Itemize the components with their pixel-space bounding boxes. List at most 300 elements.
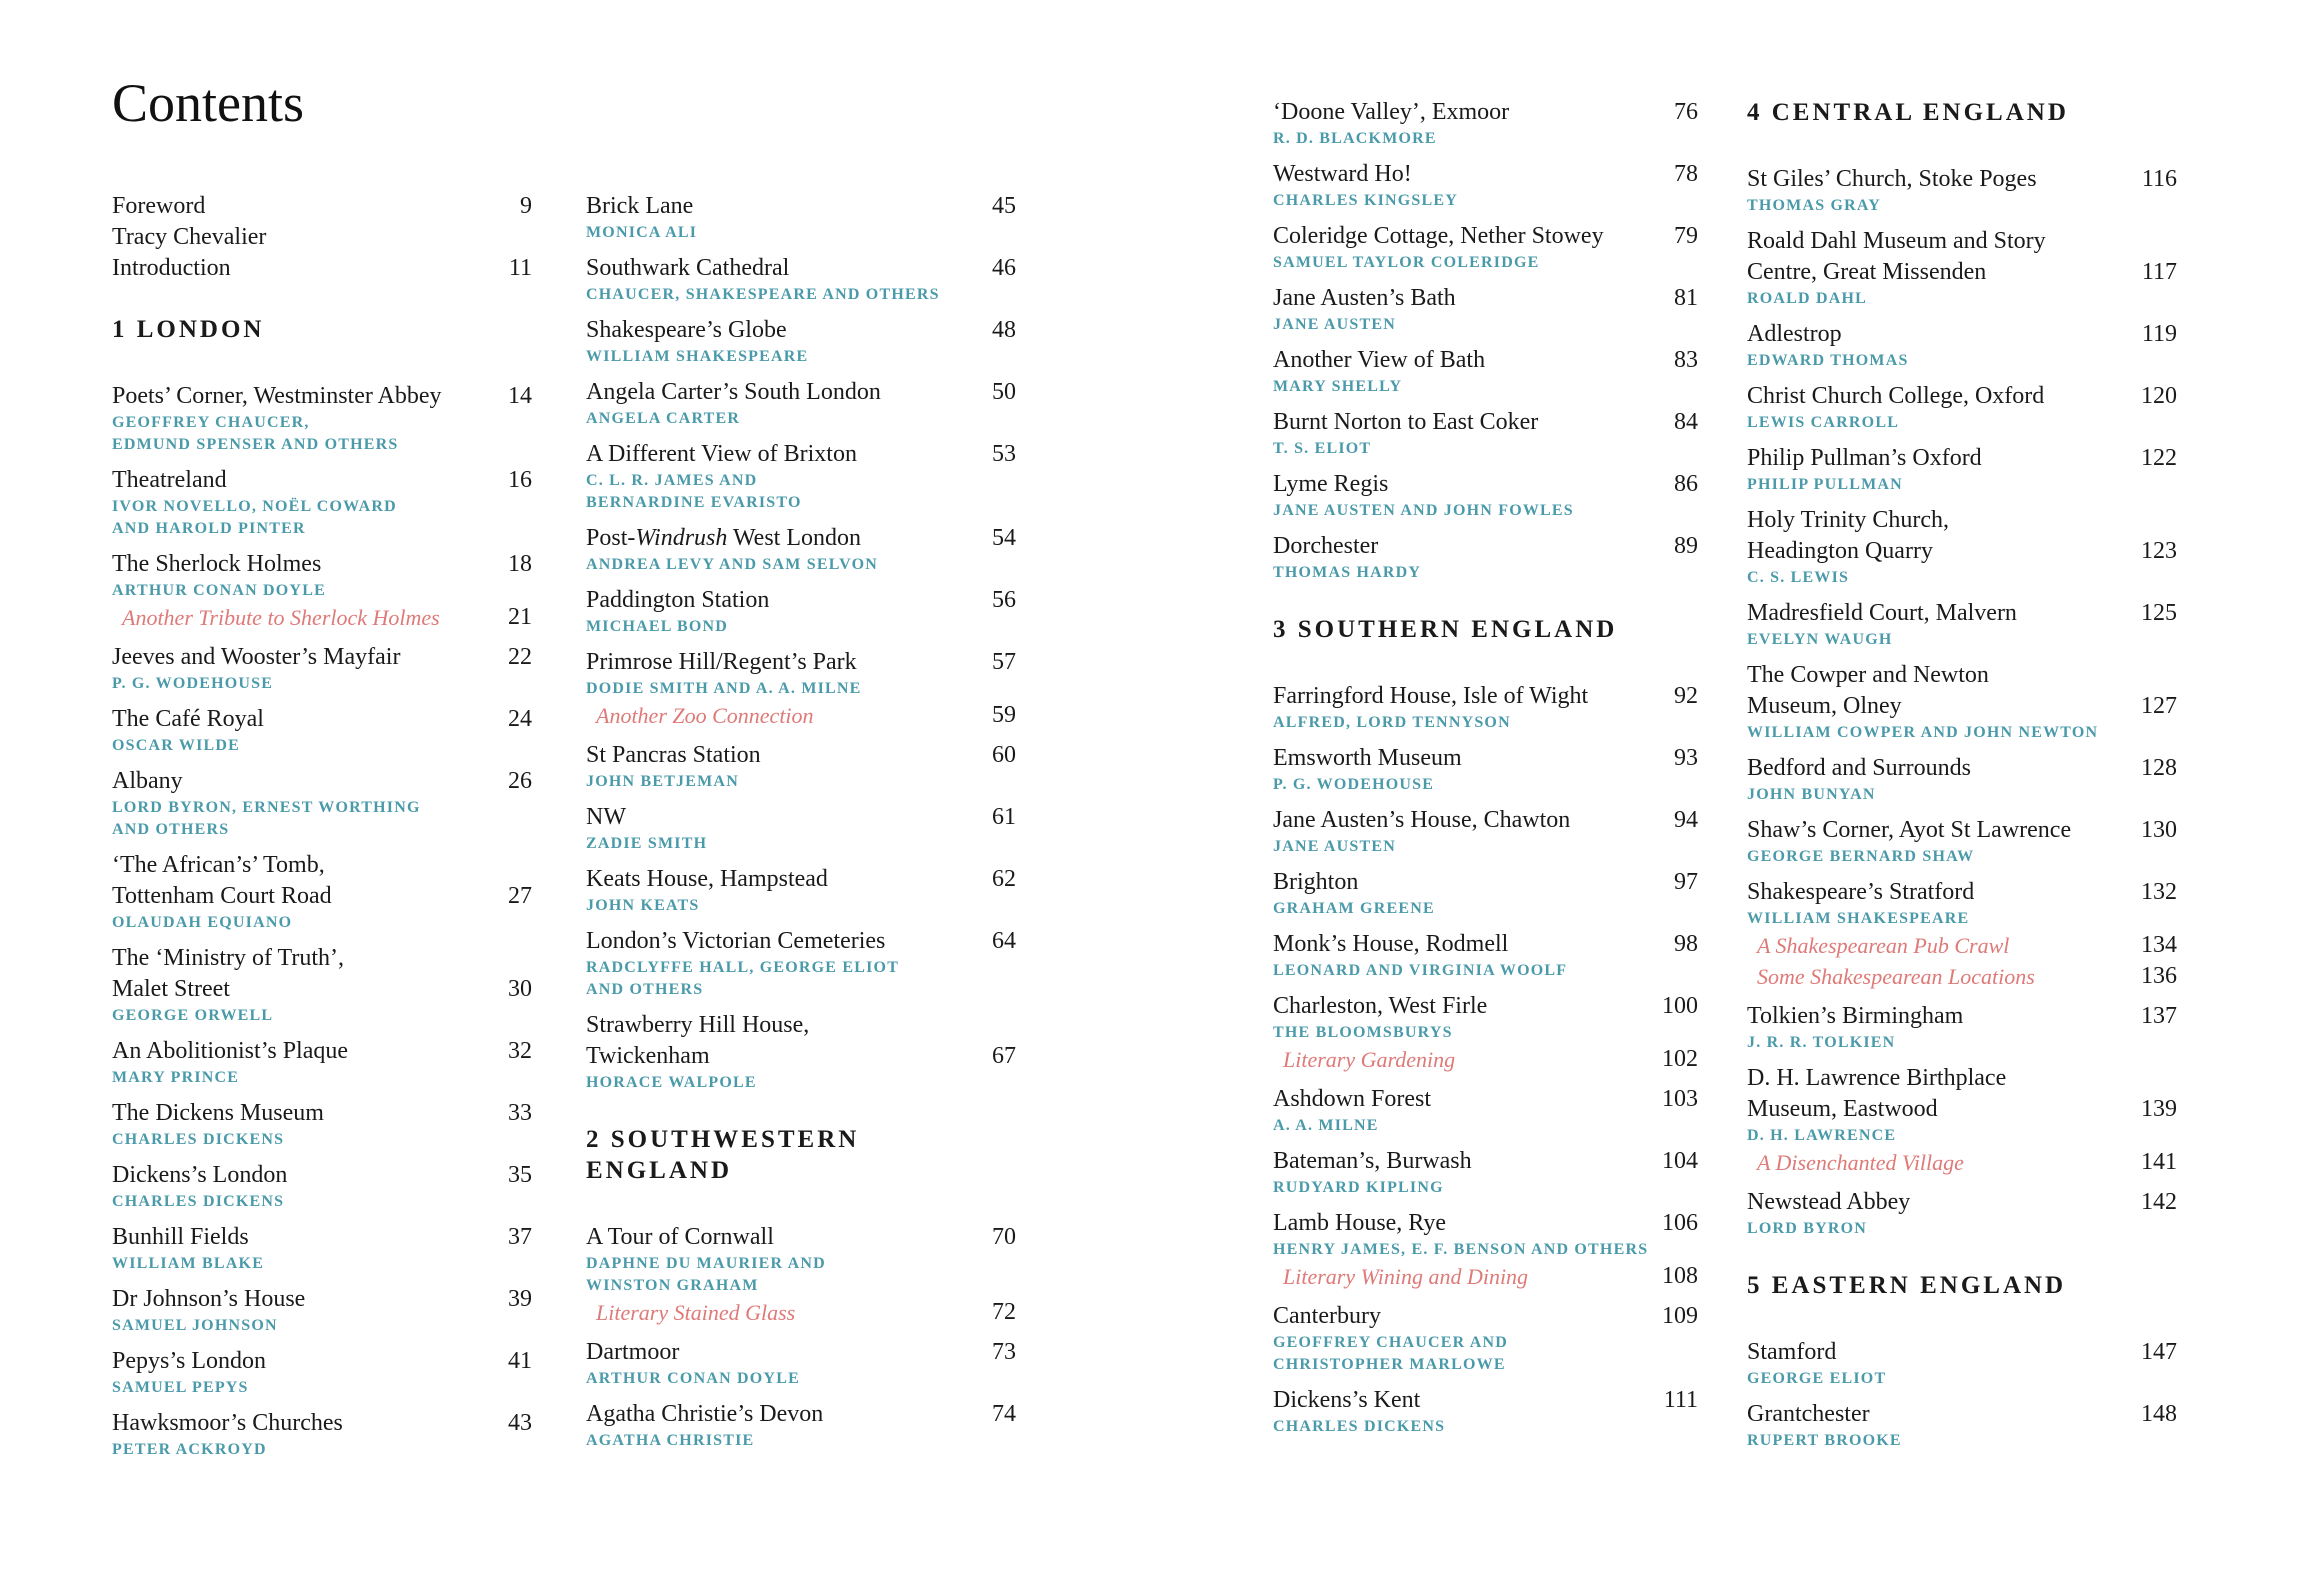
entry-row	[1747, 753, 2177, 784]
contents-entry	[1273, 805, 1698, 858]
entry-row	[586, 1222, 1016, 1253]
entry-row	[586, 523, 1016, 554]
section-heading: 3 SOUTHERN ENGLAND	[1273, 616, 1618, 643]
entry-title: St Giles’ Church, Stoke Poges	[1747, 166, 2037, 192]
feature-list	[586, 1297, 1016, 1328]
entry-row	[112, 253, 532, 284]
contents-entry	[112, 766, 532, 841]
entry-title: Bateman’s, Burwash	[1273, 1148, 1472, 1174]
feature-row	[1747, 961, 2177, 992]
entry-row	[1273, 283, 1698, 314]
feature-row	[586, 700, 1016, 731]
entry-author: THOMAS HARDY	[1273, 564, 1422, 581]
page-number: 16	[508, 467, 532, 493]
page-number: 18	[508, 551, 532, 577]
feature-list	[1273, 1261, 1698, 1292]
page-number: 98	[1674, 931, 1698, 957]
entry-author: CHRISTOPHER MARLOWE	[1273, 1356, 1506, 1373]
contents-entry	[112, 943, 532, 1027]
contents-entry	[1747, 319, 2177, 372]
entry-row	[1273, 469, 1698, 500]
page-number: 57	[992, 649, 1016, 675]
contents-entry	[112, 704, 532, 757]
contents-entry	[1747, 1337, 2177, 1390]
entry-row	[1747, 1187, 2177, 1218]
contents-entry	[112, 1036, 532, 1089]
contents-line	[112, 191, 532, 222]
page-number: 9	[520, 193, 532, 219]
entry-row	[1747, 1399, 2177, 1430]
entry-author: D. H. LAWRENCE	[1747, 1127, 1897, 1144]
feature-row	[1273, 1261, 1698, 1292]
entry-row	[586, 585, 1016, 616]
page-number: 76	[1674, 99, 1698, 125]
entry-title: Strawberry Hill House, Twickenham	[586, 1012, 810, 1069]
feature-row	[586, 1297, 1016, 1328]
entry-row	[112, 549, 532, 580]
page-number: 102	[1662, 1046, 1698, 1072]
entry-title: Dartmoor	[586, 1339, 680, 1365]
contents-entry	[1747, 1187, 2177, 1240]
entry-author: WINSTON GRAHAM	[586, 1277, 759, 1294]
entry-author: THE BLOOMSBURYS	[1273, 1024, 1453, 1041]
entry-title: The Dickens Museum	[112, 1100, 324, 1126]
entry-title: Roald Dahl Museum and Story Centre, Great Missenden	[1747, 228, 2046, 285]
feature-list	[1747, 930, 2177, 992]
entry-row	[1747, 505, 2177, 567]
entry-author: PETER ACKROYD	[112, 1441, 267, 1458]
entry-title: Ashdown Forest	[1273, 1086, 1432, 1112]
entry-row	[112, 465, 532, 496]
page-number: 70	[992, 1224, 1016, 1250]
entry-row	[1747, 877, 2177, 908]
entry-row	[112, 850, 532, 912]
entry-row	[1747, 226, 2177, 288]
entry-title: Shakespeare’s Globe	[586, 317, 787, 343]
entry-author: ARTHUR CONAN DOYLE	[586, 1370, 800, 1387]
entry-title: Shaw’s Corner, Ayot St Lawrence	[1747, 817, 2072, 843]
contents-line	[112, 222, 532, 253]
contents-entry	[1747, 660, 2177, 744]
contents-entry	[1747, 1001, 2177, 1054]
entry-title: Paddington Station	[586, 587, 770, 613]
entry-row	[1273, 743, 1698, 774]
entry-title: St Pancras Station	[586, 742, 761, 768]
entry-author: EDWARD THOMAS	[1747, 352, 1909, 369]
page-number: 79	[1674, 223, 1698, 249]
entry-title: Keats House, Hampstead	[586, 866, 828, 892]
entry-row	[112, 191, 532, 222]
feature-title: Another Zoo Connection	[596, 703, 814, 728]
entry-title: Emsworth Museum	[1273, 745, 1462, 771]
page-number: 67	[992, 1043, 1016, 1069]
page-number: 128	[2141, 755, 2177, 781]
entry-title: Tracy Chevalier	[112, 224, 267, 250]
feature-row	[1747, 930, 2177, 961]
entry-author: CHARLES KINGSLEY	[1273, 192, 1459, 209]
page-number: 45	[992, 193, 1016, 219]
entry-author: WILLIAM SHAKESPEARE	[1747, 910, 1970, 927]
entry-row	[1273, 991, 1698, 1022]
entry-title: Dickens’s Kent	[1273, 1387, 1421, 1413]
contents-entry	[1747, 164, 2177, 217]
entry-row	[586, 439, 1016, 470]
page-number: 56	[992, 587, 1016, 613]
page-number: 130	[2141, 817, 2177, 843]
entry-author: GEOFFREY CHAUCER,	[112, 414, 310, 431]
entry-title: Another View of Bath	[1273, 347, 1486, 373]
entry-row	[112, 642, 532, 673]
entry-row	[1273, 1084, 1698, 1115]
entry-author: JOHN BETJEMAN	[586, 773, 739, 790]
entry-author: MICHAEL BOND	[586, 618, 728, 635]
entry-author: ANGELA CARTER	[586, 410, 741, 427]
page-number: 125	[2141, 600, 2177, 626]
page-number: 33	[508, 1100, 532, 1126]
entry-row	[586, 191, 1016, 222]
entry-title: NW	[586, 804, 626, 830]
page-number: 122	[2141, 445, 2177, 471]
entry-title: Introduction	[112, 255, 231, 281]
page-number: 27	[508, 883, 532, 909]
entry-row	[112, 704, 532, 735]
entry-title: Burnt Norton to East Coker	[1273, 409, 1539, 435]
contents-entry	[586, 647, 1016, 700]
page-number: 14	[508, 383, 532, 409]
page-number: 39	[508, 1286, 532, 1312]
entry-row	[586, 864, 1016, 895]
entry-author: RUDYARD KIPLING	[1273, 1179, 1444, 1196]
contents-entry	[586, 864, 1016, 917]
page-number: 26	[508, 768, 532, 794]
contents-entry	[1273, 929, 1698, 982]
entry-title: Southwark Cathedral	[586, 255, 790, 281]
entry-row	[1747, 1001, 2177, 1032]
section-heading: 2 SOUTHWESTERN ENGLAND	[586, 1126, 860, 1184]
page-number: 64	[992, 928, 1016, 954]
contents-entry	[586, 1222, 1016, 1297]
entry-row	[1273, 97, 1698, 128]
contents-entry	[1273, 991, 1698, 1044]
feature-title: Another Tribute to Sherlock Holmes	[122, 605, 440, 630]
page-number: 97	[1674, 869, 1698, 895]
page-number: 37	[508, 1224, 532, 1250]
page-number: 147	[2141, 1339, 2177, 1365]
entry-author: PHILIP PULLMAN	[1747, 476, 1903, 493]
contents-entry	[112, 642, 532, 695]
contents-entry	[112, 1098, 532, 1151]
contents-line	[112, 253, 532, 284]
entry-author: JOHN BUNYAN	[1747, 786, 1876, 803]
page-number: 92	[1674, 683, 1698, 709]
contents-entry	[112, 1408, 532, 1461]
contents-entry	[586, 585, 1016, 638]
page-number: 134	[2141, 932, 2177, 958]
contents-entry	[1747, 815, 2177, 868]
contents-entry	[1747, 598, 2177, 651]
contents-entry	[1273, 283, 1698, 336]
entry-row	[1273, 221, 1698, 252]
contents-entry	[586, 926, 1016, 1001]
contents-entry	[586, 315, 1016, 368]
page-number: 108	[1662, 1263, 1698, 1289]
contents-entry	[1273, 531, 1698, 584]
page-number: 93	[1674, 745, 1698, 771]
entry-row	[1273, 159, 1698, 190]
entry-title: Albany	[112, 768, 183, 794]
entry-title: Pepys’s London	[112, 1348, 267, 1374]
page-number: 78	[1674, 161, 1698, 187]
entry-row	[586, 377, 1016, 408]
page-number: 41	[508, 1348, 532, 1374]
contents-entry	[1747, 226, 2177, 310]
page-number: 120	[2141, 383, 2177, 409]
entry-title: Grantchester	[1747, 1401, 1870, 1427]
entry-row	[112, 1098, 532, 1129]
page-number: 43	[508, 1410, 532, 1436]
entry-row	[586, 1010, 1016, 1072]
entry-row	[1747, 815, 2177, 846]
entry-author: GEORGE ELIOT	[1747, 1370, 1887, 1387]
contents-entry	[112, 381, 532, 456]
entry-title: Christ Church College, Oxford	[1747, 383, 2045, 409]
page-number: 139	[2141, 1096, 2177, 1122]
page-number: 104	[1662, 1148, 1698, 1174]
entry-row	[1273, 345, 1698, 376]
entry-row	[1273, 1208, 1698, 1239]
page-number: 11	[508, 255, 532, 281]
entry-title: A Different View of Brixton	[586, 441, 857, 467]
contents-entry	[1273, 469, 1698, 522]
entry-title: Lyme Regis	[1273, 471, 1389, 497]
entry-row	[1747, 660, 2177, 722]
page-number: 46	[992, 255, 1016, 281]
contents-entry	[1747, 1399, 2177, 1452]
entry-row	[112, 1346, 532, 1377]
page-number: 142	[2141, 1189, 2177, 1215]
page-number: 111	[1663, 1387, 1698, 1413]
entry-author: AND OTHERS	[112, 821, 230, 838]
contents-column-3	[1273, 97, 1698, 1447]
entry-title: Bunhill Fields	[112, 1224, 249, 1250]
contents-entry	[112, 850, 532, 934]
entry-title: Tolkien’s Birmingham	[1747, 1003, 1964, 1029]
entry-author: CHARLES DICKENS	[112, 1131, 285, 1148]
page-number: 32	[508, 1038, 532, 1064]
entry-title: Bedford and Surrounds	[1747, 755, 1971, 781]
entry-title: Shakespeare’s Stratford	[1747, 879, 1975, 905]
contents-entry	[1747, 505, 2177, 589]
page-number: 72	[992, 1299, 1016, 1325]
entry-author: JANE AUSTEN	[1273, 316, 1397, 333]
entry-title: Canterbury	[1273, 1303, 1381, 1329]
entry-row	[586, 647, 1016, 678]
entry-row	[1747, 164, 2177, 195]
entry-title: London’s Victorian Cemeteries	[586, 928, 886, 954]
contents-entry	[1747, 381, 2177, 434]
entry-title: Foreword	[112, 193, 206, 219]
entry-author: GEOFFREY CHAUCER AND	[1273, 1334, 1508, 1351]
contents-entry	[1747, 753, 2177, 806]
contents-entry	[112, 1222, 532, 1275]
entry-title: Dr Johnson’s House	[112, 1286, 306, 1312]
entry-row	[112, 1222, 532, 1253]
contents-entry	[1273, 407, 1698, 460]
contents-entry	[1273, 1084, 1698, 1137]
entry-title: Farringford House, Isle of Wight	[1273, 683, 1589, 709]
entry-row	[1273, 407, 1698, 438]
page-number: 100	[1662, 993, 1698, 1019]
entry-author: A. A. MILNE	[1273, 1117, 1379, 1134]
page-number: 35	[508, 1162, 532, 1188]
contents-entry	[586, 802, 1016, 855]
page-number: 30	[508, 976, 532, 1002]
contents-column-2	[586, 191, 1016, 1461]
page-number: 84	[1674, 409, 1698, 435]
entry-row	[112, 766, 532, 797]
entry-title: An Abolitionist’s Plaque	[112, 1038, 349, 1064]
entry-title: D. H. Lawrence Birthplace Museum, Eastwood	[1747, 1065, 2007, 1122]
entry-title: Angela Carter’s South London	[586, 379, 881, 405]
entry-title: Jane Austen’s Bath	[1273, 285, 1456, 311]
entry-row	[1273, 929, 1698, 960]
contents-entry	[1273, 1208, 1698, 1261]
entry-title: Agatha Christie’s Devon	[586, 1401, 824, 1427]
entry-title-italic: Windrush	[635, 525, 728, 551]
entry-row	[1747, 1337, 2177, 1368]
page-number: 127	[2141, 693, 2177, 719]
page-number: 106	[1662, 1210, 1698, 1236]
contents-entry	[1273, 97, 1698, 150]
entry-author: CHAUCER, SHAKESPEARE AND OTHERS	[586, 286, 940, 303]
contents-entry	[586, 1010, 1016, 1094]
contents-entry	[1273, 159, 1698, 212]
entry-title: The Café Royal	[112, 706, 264, 732]
page-number: 22	[508, 644, 532, 670]
entry-row	[112, 1284, 532, 1315]
contents-entry	[1273, 867, 1698, 920]
page-number: 117	[2141, 259, 2177, 285]
page-number: 148	[2141, 1401, 2177, 1427]
entry-title: Charleston, West Firle	[1273, 993, 1488, 1019]
entry-row	[1747, 381, 2177, 412]
entry-row	[112, 1036, 532, 1067]
page-number: 103	[1662, 1086, 1698, 1112]
feature-list	[1747, 1147, 2177, 1178]
entry-author: LORD BYRON	[1747, 1220, 1868, 1237]
entry-author: C. L. R. JAMES AND	[586, 472, 758, 489]
page-number: 136	[2141, 963, 2177, 989]
page-number: 83	[1674, 347, 1698, 373]
page-number: 137	[2141, 1003, 2177, 1029]
contents-entry	[586, 740, 1016, 793]
feature-list	[112, 602, 532, 633]
entry-author: HORACE WALPOLE	[586, 1074, 757, 1091]
contents-entry	[112, 1346, 532, 1399]
entry-author: SAMUEL JOHNSON	[112, 1317, 278, 1334]
entry-row	[112, 1160, 532, 1191]
entry-title: Madresfield Court, Malvern	[1747, 600, 2017, 626]
entry-author: CHARLES DICKENS	[1273, 1418, 1446, 1435]
entry-author: T. S. ELIOT	[1273, 440, 1372, 457]
page-number: 62	[992, 866, 1016, 892]
entry-title: Poets’ Corner, Westminster Abbey	[112, 383, 442, 409]
entry-row	[1273, 1301, 1698, 1332]
page-number: 86	[1674, 471, 1698, 497]
entry-row	[1273, 1385, 1698, 1416]
page-number: 48	[992, 317, 1016, 343]
page-number: 119	[2141, 321, 2177, 347]
entry-row	[586, 802, 1016, 833]
entry-title: Holy Trinity Church, Headington Quarry	[1747, 507, 1950, 564]
page-number: 141	[2141, 1149, 2177, 1175]
entry-author: HENRY JAMES, E. F. BENSON AND OTHERS	[1273, 1241, 1649, 1258]
feature-list	[1273, 1044, 1698, 1075]
contents-entry	[1273, 1301, 1698, 1376]
entry-row	[112, 222, 532, 253]
feature-title: A Disenchanted Village	[1757, 1150, 1964, 1175]
page-number: 54	[992, 525, 1016, 551]
entry-author: AGATHA CHRISTIE	[586, 1432, 755, 1449]
entry-author: SAMUEL TAYLOR COLERIDGE	[1273, 254, 1540, 271]
entry-title: Monk’s House, Rodmell	[1273, 931, 1509, 957]
entry-title: Dorchester	[1273, 533, 1379, 559]
feature-title: Literary Wining and Dining	[1283, 1264, 1529, 1289]
entry-row	[1747, 1063, 2177, 1125]
entry-title: Brick Lane	[586, 193, 694, 219]
entry-author: ARTHUR CONAN DOYLE	[112, 582, 326, 599]
entry-author: GEORGE ORWELL	[112, 1007, 274, 1024]
entry-author: THOMAS GRAY	[1747, 197, 1881, 214]
entry-title: Lamb House, Rye	[1273, 1210, 1447, 1236]
entry-author: ZADIE SMITH	[586, 835, 708, 852]
page-title: Contents	[112, 73, 305, 133]
contents-entry	[112, 549, 532, 602]
contents-entry	[112, 1284, 532, 1337]
contents-entry	[586, 191, 1016, 244]
entry-title: Brighton	[1273, 869, 1359, 895]
entry-title: ‘Doone Valley’, Exmoor	[1273, 99, 1510, 125]
entry-row	[112, 381, 532, 412]
page-number: 53	[992, 441, 1016, 467]
entry-row	[112, 943, 532, 1005]
contents-entry	[112, 1160, 532, 1213]
page-number: 60	[992, 742, 1016, 768]
entry-title: Primrose Hill/Regent’s Park	[586, 649, 857, 675]
entry-author: RUPERT BROOKE	[1747, 1432, 1902, 1449]
contents-column-1	[112, 191, 532, 1470]
entry-author: MONICA ALI	[586, 224, 698, 241]
entry-title: ‘The African’s’ Tomb, Tottenham Court Road	[112, 852, 332, 909]
entry-author: LORD BYRON, ERNEST WORTHING	[112, 799, 421, 816]
feature-row	[1273, 1044, 1698, 1075]
page-number: 59	[992, 702, 1016, 728]
entry-author: JANE AUSTEN	[1273, 838, 1397, 855]
entry-row	[1747, 319, 2177, 350]
entry-author: WILLIAM SHAKESPEARE	[586, 348, 809, 365]
entry-row	[1273, 1146, 1698, 1177]
contents-entry	[586, 253, 1016, 306]
entry-author: DAPHNE DU MAURIER AND	[586, 1255, 826, 1272]
entry-author: AND HAROLD PINTER	[112, 520, 306, 537]
entry-author: J. R. R. TOLKIEN	[1747, 1034, 1896, 1051]
entry-author: GEORGE BERNARD SHAW	[1747, 848, 1975, 865]
entry-author: EVELYN WAUGH	[1747, 631, 1893, 648]
page-number: 50	[992, 379, 1016, 405]
entry-author: MARY PRINCE	[112, 1069, 240, 1086]
entry-author: R. D. BLACKMORE	[1273, 130, 1437, 147]
page-number: 21	[508, 604, 532, 630]
